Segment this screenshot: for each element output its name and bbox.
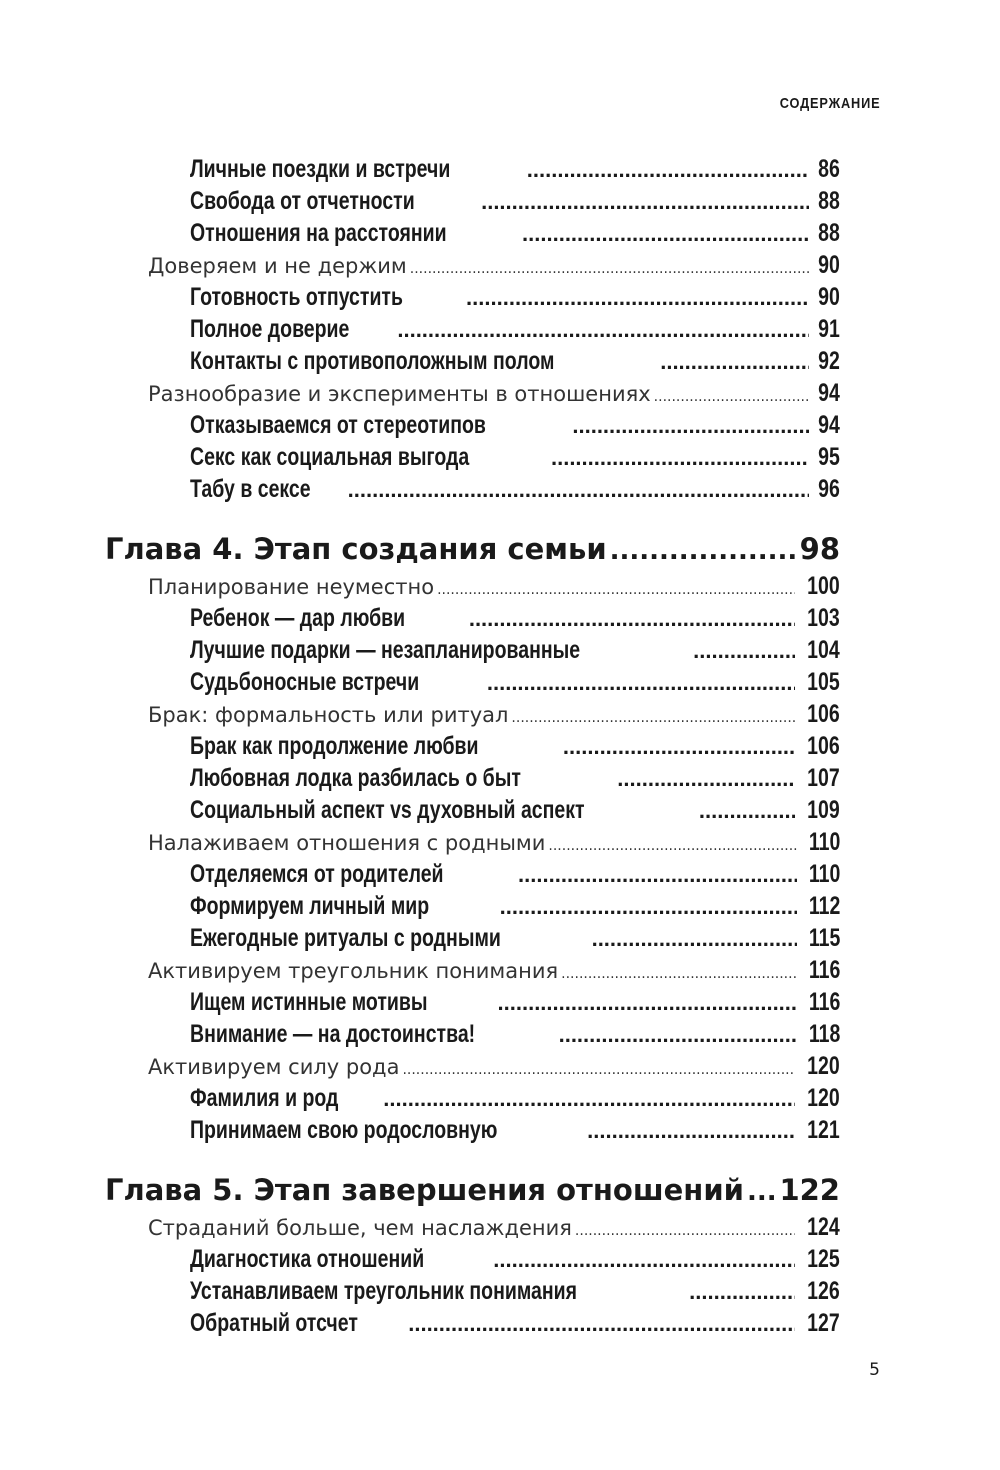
toc-entry-page: 94 (818, 411, 840, 439)
toc-chapter-title: Глава 5. Этап завершения отношений (105, 1173, 744, 1207)
toc-entry[interactable] (190, 1309, 840, 1341)
toc-entry-title: Отказываемся от стереотипов (190, 411, 486, 439)
dot-leader (402, 1055, 795, 1079)
toc-section-title: Налаживаем отношения с родными (148, 831, 546, 855)
dot-leader (559, 1020, 797, 1049)
dot-leader (747, 1173, 776, 1207)
running-header: СОДЕРЖАНИЕ (779, 95, 880, 112)
dot-leader (592, 924, 797, 953)
toc-entry-page: 104 (807, 636, 840, 664)
toc-entry[interactable] (190, 347, 840, 379)
toc-entry-title: Обратный отсчет (190, 1309, 358, 1337)
dot-leader (522, 219, 809, 248)
toc-section-title: Планирование неуместно (148, 575, 435, 599)
dot-leader (693, 636, 795, 665)
toc-entry-title: Диагностика отношений (190, 1245, 425, 1273)
toc-entry-page: 109 (807, 796, 840, 824)
toc-entry-title: Социальный аспект vs духовный аспект (190, 796, 585, 824)
dot-leader (397, 315, 809, 344)
toc-entry[interactable] (190, 604, 840, 636)
toc-entry[interactable] (190, 283, 840, 315)
dot-leader (689, 1277, 795, 1306)
dot-leader (654, 382, 810, 406)
toc-entry[interactable] (190, 668, 840, 700)
toc-entry-title: Отделяемся от родителей (190, 860, 444, 888)
toc-section[interactable] (148, 572, 840, 604)
toc-section-page: 110 (808, 828, 840, 856)
toc-entry-page: 110 (808, 860, 840, 888)
toc-entry-page: 88 (818, 219, 840, 247)
toc-entry-title: Лучшие подарки — незапланированные (190, 636, 581, 664)
toc-entry-page: 118 (808, 1020, 840, 1048)
toc-entry-page: 125 (807, 1245, 840, 1273)
toc-section-title: Страданий больше, чем наслаждения (148, 1216, 572, 1240)
toc-entry[interactable] (190, 475, 840, 507)
toc-section-page: 120 (807, 1052, 840, 1080)
toc-entry[interactable] (190, 443, 840, 475)
dot-leader (660, 347, 809, 376)
dot-leader (481, 187, 809, 216)
toc-entry-title: Личные поездки и встречи (190, 155, 451, 183)
toc-entry[interactable] (190, 315, 840, 347)
toc-entry-title: Полное доверие (190, 315, 350, 343)
toc-chapter[interactable] (105, 532, 840, 572)
toc-entry-page: 91 (818, 315, 840, 343)
toc-entry[interactable] (190, 219, 840, 251)
toc-entry-title: Контакты с противоположным полом (190, 347, 555, 375)
toc-entry-title: Ребенок — дар любви (190, 604, 406, 632)
toc-entry-title: Устанавливаем треугольник понимания (190, 1277, 578, 1305)
toc-entry-title: Готовность отпустить (190, 283, 403, 311)
toc-entry[interactable] (190, 1084, 840, 1116)
dot-leader (469, 604, 795, 633)
toc-entry[interactable] (190, 187, 840, 219)
toc-entry-title: Судьбоносные встречи (190, 668, 420, 696)
toc-section-page: 100 (807, 572, 840, 600)
toc-entry[interactable] (190, 1020, 840, 1052)
dot-leader (551, 443, 809, 472)
toc-entry-page: 127 (807, 1309, 840, 1337)
toc-section-page: 116 (808, 956, 840, 984)
dot-leader (561, 959, 797, 983)
toc-entry[interactable] (190, 1245, 840, 1277)
toc-entry-page: 116 (808, 988, 840, 1016)
toc-entry-page: 105 (807, 668, 840, 696)
toc-entry-title: Секс как социальная выгода (190, 443, 470, 471)
toc-section[interactable] (148, 828, 840, 860)
toc-section-page: 90 (818, 251, 840, 279)
dot-leader (383, 1084, 795, 1113)
toc-entry-page: 121 (807, 1116, 840, 1144)
toc-chapter-page: 98 (799, 532, 840, 566)
toc-entry[interactable] (190, 1277, 840, 1309)
dot-leader (410, 254, 809, 278)
toc-entry-page: 96 (818, 475, 840, 503)
toc-entry-title: Табу в сексе (190, 475, 311, 503)
toc-chapter-page: 122 (779, 1173, 840, 1207)
toc-section[interactable] (148, 1052, 840, 1084)
toc-entry[interactable] (190, 924, 840, 956)
toc-entry-page: 95 (818, 443, 840, 471)
dot-leader (572, 411, 809, 440)
toc-entry-title: Принимаем свою родословную (190, 1116, 498, 1144)
toc-entry-page: 86 (818, 155, 840, 183)
toc-section-title: Брак: формальность или ритуал (148, 703, 509, 727)
toc-chapter-title: Глава 4. Этап создания семьи (105, 532, 607, 566)
toc-section[interactable] (148, 1213, 840, 1245)
dot-leader (493, 1245, 795, 1274)
toc-entry-page: 90 (818, 283, 840, 311)
toc-section[interactable] (148, 379, 840, 411)
toc-section-page: 124 (807, 1213, 840, 1241)
toc-entry[interactable] (190, 988, 840, 1020)
toc-entry-page: 120 (807, 1084, 840, 1112)
toc-section[interactable] (148, 251, 840, 283)
dot-leader (527, 155, 809, 184)
toc-section-page: 106 (807, 700, 840, 728)
toc-entry-title: Любовная лодка разбилась о быт (190, 764, 521, 792)
toc-section[interactable] (148, 700, 840, 732)
dot-leader (466, 283, 809, 312)
toc-entry[interactable] (190, 892, 840, 924)
toc-section-title: Активируем силу рода (148, 1055, 400, 1079)
dot-leader (518, 860, 797, 889)
dot-leader (511, 703, 795, 727)
toc-section-page: 94 (818, 379, 840, 407)
dot-leader (548, 831, 796, 855)
dot-leader (348, 475, 810, 504)
dot-leader (699, 796, 795, 825)
toc-entry-page: 126 (807, 1277, 840, 1305)
dot-leader (575, 1216, 795, 1240)
toc-section[interactable] (148, 956, 840, 988)
toc-entry[interactable] (190, 732, 840, 764)
dot-leader (563, 732, 795, 761)
dot-leader (500, 892, 797, 921)
dot-leader (437, 575, 795, 599)
toc-section-title: Разнообразие и эксперименты в отношениях (148, 382, 651, 406)
toc-section-title: Активируем треугольник понимания (148, 959, 559, 983)
toc-entry-page: 106 (807, 732, 840, 760)
toc-entry-page: 115 (808, 924, 840, 952)
toc-entry-page: 92 (818, 347, 840, 375)
dot-leader (408, 1309, 795, 1338)
toc-entry-title: Ищем истинные мотивы (190, 988, 428, 1016)
toc-section-title: Доверяем и не держим (148, 254, 407, 278)
toc-entry[interactable] (190, 796, 840, 828)
dot-leader (610, 532, 797, 566)
page-number: 5 (869, 1360, 880, 1380)
toc-entry-page: 112 (808, 892, 840, 920)
toc-entry[interactable] (190, 636, 840, 668)
dot-leader (487, 668, 795, 697)
toc-entry[interactable] (190, 860, 840, 892)
toc-entry-title: Формируем личный мир (190, 892, 430, 920)
toc-entry-title: Свобода от отчетности (190, 187, 415, 215)
dot-leader (587, 1116, 795, 1145)
toc-entry[interactable] (190, 411, 840, 443)
toc-entry[interactable] (190, 155, 840, 187)
toc-chapter[interactable] (105, 1173, 840, 1213)
toc-entry[interactable] (190, 764, 840, 796)
toc-entry-title: Фамилия и род (190, 1084, 339, 1112)
toc-entry-page: 107 (807, 764, 840, 792)
toc-entry-title: Внимание — на достоинства! (190, 1020, 476, 1048)
dot-leader (498, 988, 797, 1017)
toc-entry-page: 88 (818, 187, 840, 215)
toc-entry-title: Брак как продолжение любви (190, 732, 479, 760)
toc-entry[interactable] (190, 1116, 840, 1148)
toc-entry-title: Ежегодные ритуалы с родными (190, 924, 501, 952)
dot-leader (617, 764, 795, 793)
toc-entry-page: 103 (807, 604, 840, 632)
toc-entry-title: Отношения на расстоянии (190, 219, 447, 247)
